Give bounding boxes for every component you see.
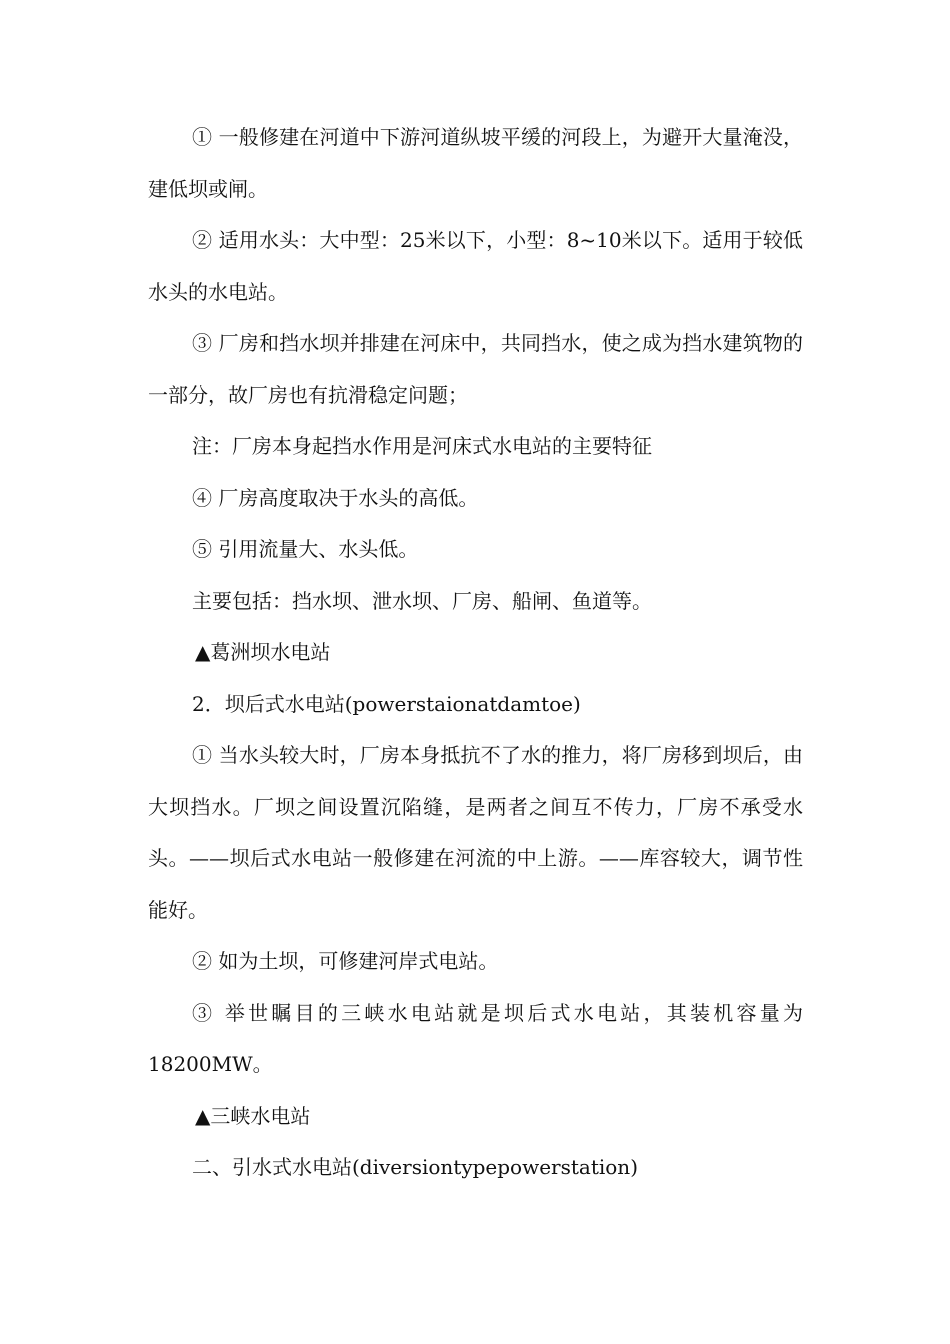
paragraph-riverbed-feature-2: ② 适用水头：大中型：25米以下，小型：8~10米以下。适用于较低水头的水电站。 [148, 228, 803, 304]
paragraph-main-components: 主要包括：挡水坝、泄水坝、厂房、船闸、鱼道等。 [192, 588, 652, 613]
paragraph-riverbed-feature-5: ⑤ 引用流量大、水头低。 [192, 537, 419, 561]
document-body [148, 112, 803, 1194]
paragraph-riverbed-feature-4: ④ 厂房高度取决于水头的高低。 [192, 485, 479, 510]
paragraph-riverbed-feature-3: ③ 厂房和挡水坝并排建在河床中，共同挡水，使之成为挡水建筑物的一部分，故厂房也有抗滑稳定问题； [148, 331, 803, 407]
paragraph-note: 注：厂房本身起挡水作用是河床式水电站的主要特征 [192, 434, 652, 458]
paragraph-riverbed-feature-1: ① 一般修建在河道中下游河道纵坡平缓的河段上，为避开大量淹没，建低坝或闸。 [148, 125, 803, 201]
heading-diversion-station: 二、引水式水电站(diversiontypepowerstation) [192, 1155, 638, 1179]
heading-dam-toe-station: 2．坝后式水电站(powerstaionatdamtoe) [192, 691, 581, 716]
caption-three-gorges: ▲三峡水电站 [195, 1103, 311, 1128]
caption-gezhouba: ▲葛洲坝水电站 [195, 640, 331, 664]
paragraph-damtoe-feature-2: ② 如为土坝，可修建河岸式电站。 [192, 949, 499, 973]
paragraph-damtoe-feature-3: ③ 举世瞩目的三峡水电站就是坝后式水电站，其装机容量为18200MW。 [148, 1000, 803, 1076]
paragraph-damtoe-feature-1: ① 当水头较大时，厂房本身抵抗不了水的推力，将厂房移到坝后，由大坝挡水。厂坝之间设置沉陷缝，是两者之间互不传力，厂房不承受水头。——坝后式水电站一般修建在河流的中上游。——库容较大，调节性能好。 [148, 743, 803, 922]
